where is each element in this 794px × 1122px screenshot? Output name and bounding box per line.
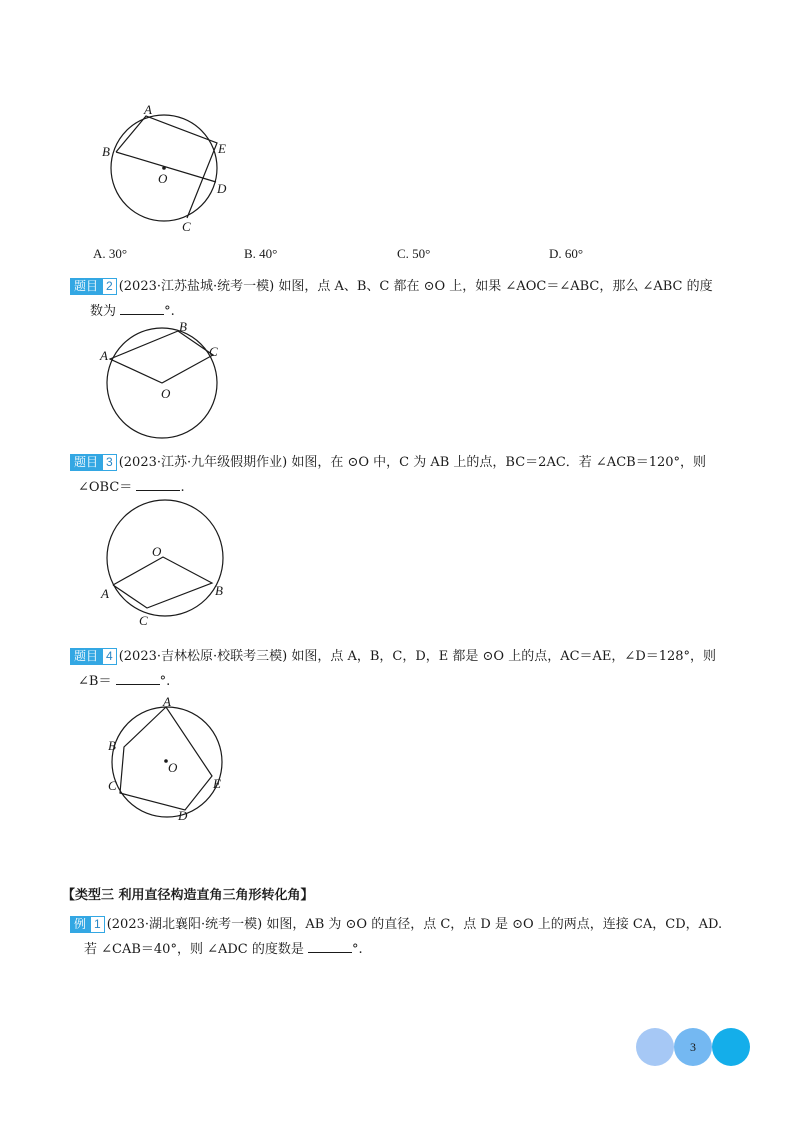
figure-circle-abc [95, 318, 235, 443]
answer-blank[interactable] [120, 300, 164, 315]
center-dot [162, 166, 166, 170]
question-line2-prefix: ∠B＝ [78, 674, 112, 689]
label-c: C [108, 778, 117, 793]
answer-blank[interactable] [116, 670, 160, 685]
label-d: D [217, 181, 227, 196]
label-a: A [101, 586, 109, 601]
example-tag: 例 [70, 916, 90, 933]
question-text: (2023·吉林松原·校联考三模) 如图，点 A，B，C，D，E 都是 ⊙O 上的点，AC＝AE，∠D＝128°，则 [118, 649, 717, 664]
question-tag: 题目 [70, 278, 102, 295]
question-number: 3 [102, 454, 117, 471]
label-o: O [168, 760, 178, 775]
example-line2-prefix: 若 ∠CAB＝40°，则 ∠ADC 的度数是 [84, 942, 304, 957]
section-title: 【类型三 利用直径构造直角三角形转化角】 [62, 888, 314, 903]
label-a: A [163, 694, 171, 709]
pentagon [120, 707, 212, 810]
label-o: O [158, 171, 168, 186]
example-text: (2023·湖北襄阳·统考一模) 如图，AB 为 ⊙O 的直径，点 C，点 D 是 ⊙O 上的两点，连接 CA，CD，AD. [106, 917, 723, 932]
answer-blank[interactable] [136, 476, 180, 491]
option-b[interactable]: B. 40° [244, 246, 278, 261]
label-c: C [182, 219, 191, 234]
figure-circle-oab [95, 494, 240, 634]
option-d[interactable]: D. 60° [549, 246, 584, 261]
question-number: 4 [102, 648, 117, 665]
answer-blank[interactable] [308, 938, 352, 953]
question-2 [70, 274, 730, 324]
page-circle-right [712, 1028, 750, 1066]
example-1 [70, 912, 730, 962]
question-line2-suffix: . [180, 480, 185, 495]
question-line2-suffix: °. [159, 674, 171, 689]
question-line2-prefix: ∠OBC＝ [78, 480, 133, 495]
page-indicator [636, 1028, 752, 1066]
question-tag: 题目 [70, 454, 102, 471]
label-e: E [213, 776, 221, 791]
page-circle-left [636, 1028, 674, 1066]
figure-circle-abecd [100, 100, 250, 235]
label-b: B [108, 738, 116, 753]
question-line2-prefix: 数为 [90, 304, 117, 319]
label-a: A [144, 102, 152, 117]
option-a[interactable]: A. 30° [93, 246, 128, 261]
label-c: C [209, 344, 218, 359]
question-text: (2023·江苏·九年级假期作业) 如图，在 ⊙O 中，C 为 AB 上的点，BC＝2AC．若 ∠ACB＝120°，则 [118, 455, 707, 470]
label-o: O [152, 544, 162, 559]
question-3 [70, 450, 730, 500]
label-d: D [178, 808, 188, 823]
question-tag: 题目 [70, 648, 102, 665]
question-4 [70, 644, 730, 694]
example-number: 1 [90, 916, 105, 933]
label-a: A [100, 348, 108, 363]
label-o: O [161, 386, 171, 401]
label-b: B [102, 144, 110, 159]
label-b: B [179, 319, 187, 334]
page-number: 3 [690, 1040, 696, 1054]
chords [113, 557, 212, 608]
option-c[interactable]: C. 50° [397, 246, 431, 261]
example-line2-suffix: °. [352, 942, 363, 957]
question-number: 2 [102, 278, 117, 295]
figure-circle-abcde [100, 696, 235, 826]
question-line2-suffix: °. [164, 304, 175, 319]
label-c: C [139, 613, 148, 628]
chords [110, 331, 213, 383]
label-e: E [218, 141, 226, 156]
question-text: (2023·江苏盐城·统考一模) 如图，点 A、B、C 都在 ⊙O 上，如果 ∠AOC＝∠ABC，那么 ∠ABC 的度 [118, 279, 713, 294]
label-b: B [215, 583, 223, 598]
